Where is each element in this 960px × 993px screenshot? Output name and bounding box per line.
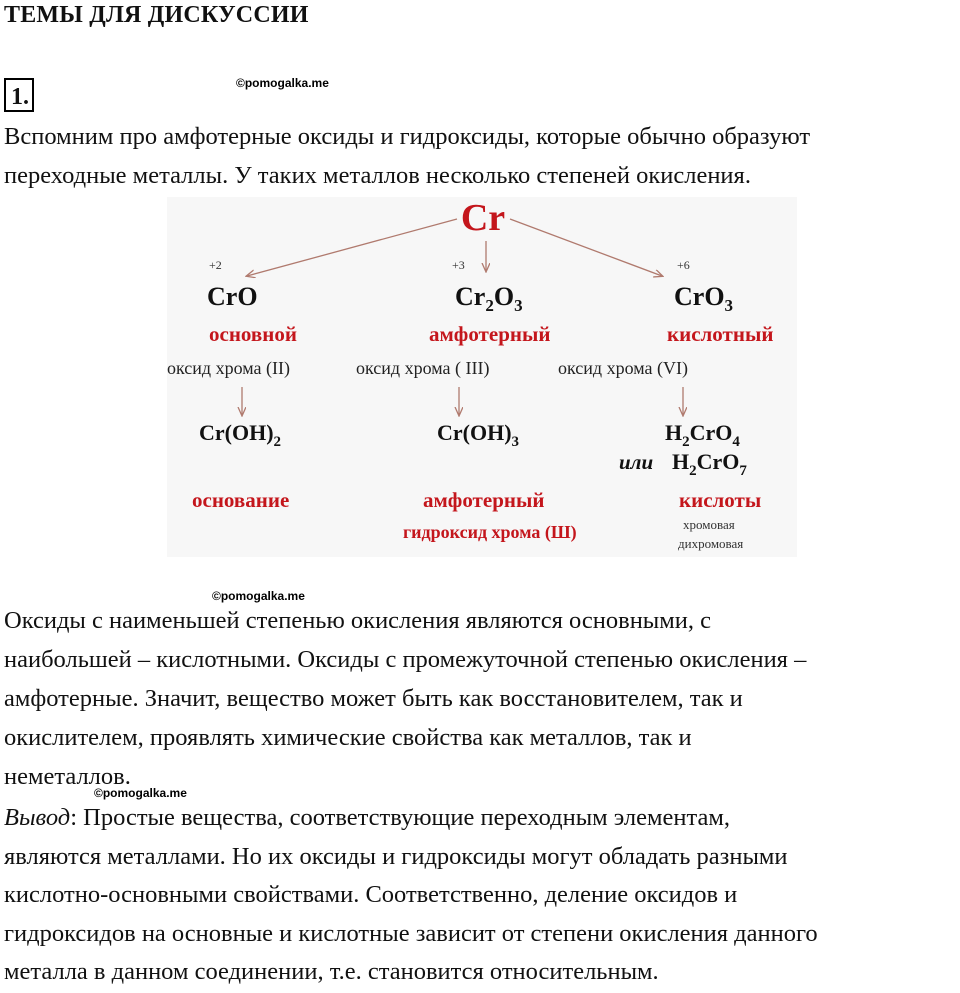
oxidation-state-2: +2: [209, 258, 222, 272]
hydroxide-type-acids: кислоты: [679, 488, 762, 512]
page-heading: ТЕМЫ ДЛЯ ДИСКУССИИ: [4, 2, 309, 28]
hydroxide-name-iii: гидроксид хрома (Ш): [403, 522, 577, 542]
hydroxide-type-amphoteric: амфотерный: [423, 488, 545, 512]
conclusion-label: Вывод: [4, 804, 71, 831]
body-paragraph: [4, 601, 959, 796]
oxide-name-ii: оксид хрома (II): [167, 358, 290, 378]
oxide-cr2o3: $Cr_2O_3$: [455, 282, 523, 315]
task-number: 1.: [4, 78, 34, 112]
conclusion-line: являются металлами. Но их оксиды и гидроксиды могут обладать разными: [4, 842, 788, 870]
hydroxide-or: или: [619, 450, 654, 474]
conclusion-line: [4, 799, 959, 838]
oxide-cro: CrO: [207, 282, 258, 311]
conclusion-paragraph: [4, 799, 959, 992]
hydroxide-h2cro7: $H_2CrO_7$: [672, 449, 747, 479]
hydroxide-croh3: $Cr(OH)_3$: [437, 420, 520, 450]
hydroxide-croh2: $Cr(OH)_2$: [199, 420, 282, 450]
acid-name-dichromic: дихромовая: [678, 536, 744, 551]
oxide-name-iii: оксид хрома ( III): [356, 358, 490, 378]
conclusion-line: металла в данном соединении, т.е. становится относительным.: [4, 958, 659, 985]
intro-line: Вспомним про амфотерные оксиды и гидроксиды, которые обычно образуют: [4, 123, 811, 150]
body-line: Оксиды с наименьшей степенью окисления являются основными, с: [4, 607, 712, 634]
body-line: амфотерные. Значит, вещество может быть как восстановителем, так и: [4, 685, 743, 712]
hydroxide-h2cro4: $H_2CrO_4$: [665, 420, 740, 450]
diagram-svg: [167, 197, 797, 557]
watermark: ©pomogalka.me: [212, 589, 305, 603]
conclusion-line: гидроксидов на основные и кислотные зависит от степени окисления данного: [4, 919, 818, 947]
oxidation-state-6: +6: [677, 258, 690, 272]
oxide-name-vi: оксид хрома (VI): [558, 358, 688, 378]
intro-line: переходные металлы. У таких металлов несколько степеней окисления.: [4, 162, 751, 189]
watermark: ©pomogalka.me: [94, 786, 187, 800]
conclusion-text: : Простые вещества, соответствующие переходным элементам,: [70, 804, 730, 831]
oxide-type-basic: основной: [209, 322, 297, 346]
oxide-cro3: CrO$_3$: [674, 282, 734, 315]
body-line: неметаллов.: [4, 763, 131, 790]
element-symbol: Cr: [460, 197, 506, 239]
intro-paragraph: [4, 117, 959, 195]
watermark: ©pomogalka.me: [236, 76, 329, 90]
arrow-to-cro3: [510, 219, 662, 276]
chromium-oxides-diagram: [167, 197, 797, 557]
arrow-to-cro: [247, 219, 457, 276]
acid-name-chromic: хромовая: [683, 517, 735, 532]
conclusion-line: кислотно-основными свойствами. Соответственно, деление оксидов и: [4, 881, 738, 908]
oxide-type-amphoteric: амфотерный: [429, 322, 551, 346]
oxide-type-acidic: кислотный: [667, 322, 774, 346]
body-line: наибольшей – кислотными. Оксиды с промежуточной степенью окисления –: [4, 646, 807, 673]
hydroxide-type-base: основание: [192, 488, 290, 512]
oxidation-state-3: +3: [452, 258, 465, 272]
body-line: окислителем, проявлять химические свойства как металлов, так и: [4, 724, 692, 751]
